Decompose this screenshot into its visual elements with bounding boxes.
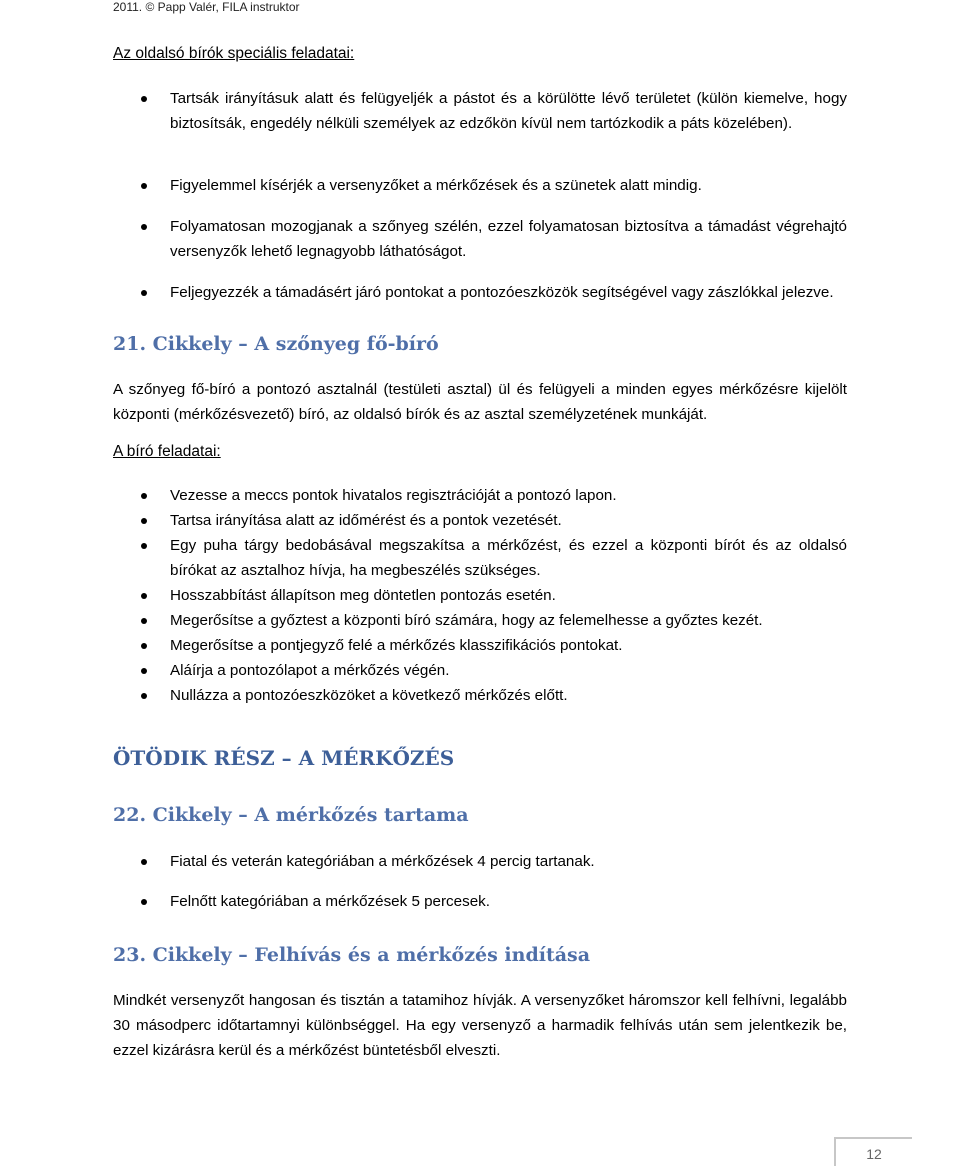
list-item: Aláírja a pontozólapot a mérkőzés végén. xyxy=(113,658,847,683)
list-item: Megerősítse a győztest a központi bíró számára, hogy az felemelhesse a győztes kezét. xyxy=(113,608,847,633)
side-referee-list-2 xyxy=(113,173,847,198)
side-referee-title: Az oldalsó bírók speciális feladatai: xyxy=(113,45,355,62)
list-item: Figyelemmel kísérjék a versenyzőket a mérkőzések és a szünetek alatt mindig. xyxy=(113,173,847,198)
list-item: Vezesse a meccs pontok hivatalos regisztrációját a pontozó lapon. xyxy=(113,483,847,508)
duties-list xyxy=(113,483,847,708)
list-item: Megerősítse a pontjegyző felé a mérkőzés klasszifikációs pontokat. xyxy=(113,633,847,658)
article-21-paragraph: A szőnyeg fő-bíró a pontozó asztalnál (testületi asztal) ül és felügyeli a minden egyes mérkőzésre kijelölt központi (mérkőzésvezető) bíró, az oldalsó bírók és az asztal személyzetének munkáját. xyxy=(113,381,847,423)
part-5-heading: ÖTÖDIK RÉSZ – A MÉRKŐZÉS xyxy=(113,746,455,770)
list-item: Felnőtt kategóriában a mérkőzések 5 percesek. xyxy=(113,889,847,914)
article-23-paragraph: Mindkét versenyzőt hangosan és tisztán a tatamihoz hívják. A versenyzőket háromszor kell felhívni, legalább 30 másodperc időtartamnyi különbséggel. Ha egy versenyző a harmadik felhívás után sem jelentkezik be, ezzel kizárásra kerül és a mérkőzést büntetésből elveszti. xyxy=(113,992,847,1059)
article-21-heading: 21. Cikkely – A szőnyeg fő-bíró xyxy=(113,333,439,355)
list-item: Feljegyezzék a támadásért járó pontokat a pontozóeszközök segítségével vagy zászlókkal jelezve. xyxy=(113,280,847,305)
side-referee-list-4 xyxy=(113,280,847,305)
page-number: 12 xyxy=(834,1137,912,1166)
side-referee-list xyxy=(113,86,847,136)
side-referee-list-3 xyxy=(113,214,847,264)
list-item: Egy puha tárgy bedobásával megszakítsa a mérkőzést, és ezzel a központi bírót és az oldalsó bírókat az asztalhoz hívja, ha megbeszélés szükséges. xyxy=(113,533,847,583)
list-item: Nullázza a pontozóeszközöket a következő mérkőzés előtt. xyxy=(113,683,847,708)
duties-title: A bíró feladatai: xyxy=(113,443,221,460)
list-item: Tartsák irányításuk alatt és felügyeljék a pástot és a körülötte lévő területet (külön kiemelve, hogy biztosítsák, engedély nélküli személyek az edzőkön kívül nem tartózkodik a páts közelében). xyxy=(113,86,847,136)
article-22-heading: 22. Cikkely – A mérkőzés tartama xyxy=(113,804,469,826)
page-header: 2011. © Papp Valér, FILA instruktor xyxy=(113,0,300,14)
list-item: Tartsa irányítása alatt az időmérést és a pontok vezetését. xyxy=(113,508,847,533)
list-item: Hosszabbítást állapítson meg döntetlen pontozás esetén. xyxy=(113,583,847,608)
list-item: Folyamatosan mozogjanak a szőnyeg szélén, ezzel folyamatosan biztosítva a támadást végrehajtó versenyzők lehető legnagyobb láthatóságot. xyxy=(113,214,847,264)
article-22-list xyxy=(113,849,847,874)
list-item: Fiatal és veterán kategóriában a mérkőzések 4 percig tartanak. xyxy=(113,849,847,874)
article-22-list-2 xyxy=(113,889,847,914)
article-23-heading: 23. Cikkely – Felhívás és a mérkőzés indítása xyxy=(113,944,591,966)
